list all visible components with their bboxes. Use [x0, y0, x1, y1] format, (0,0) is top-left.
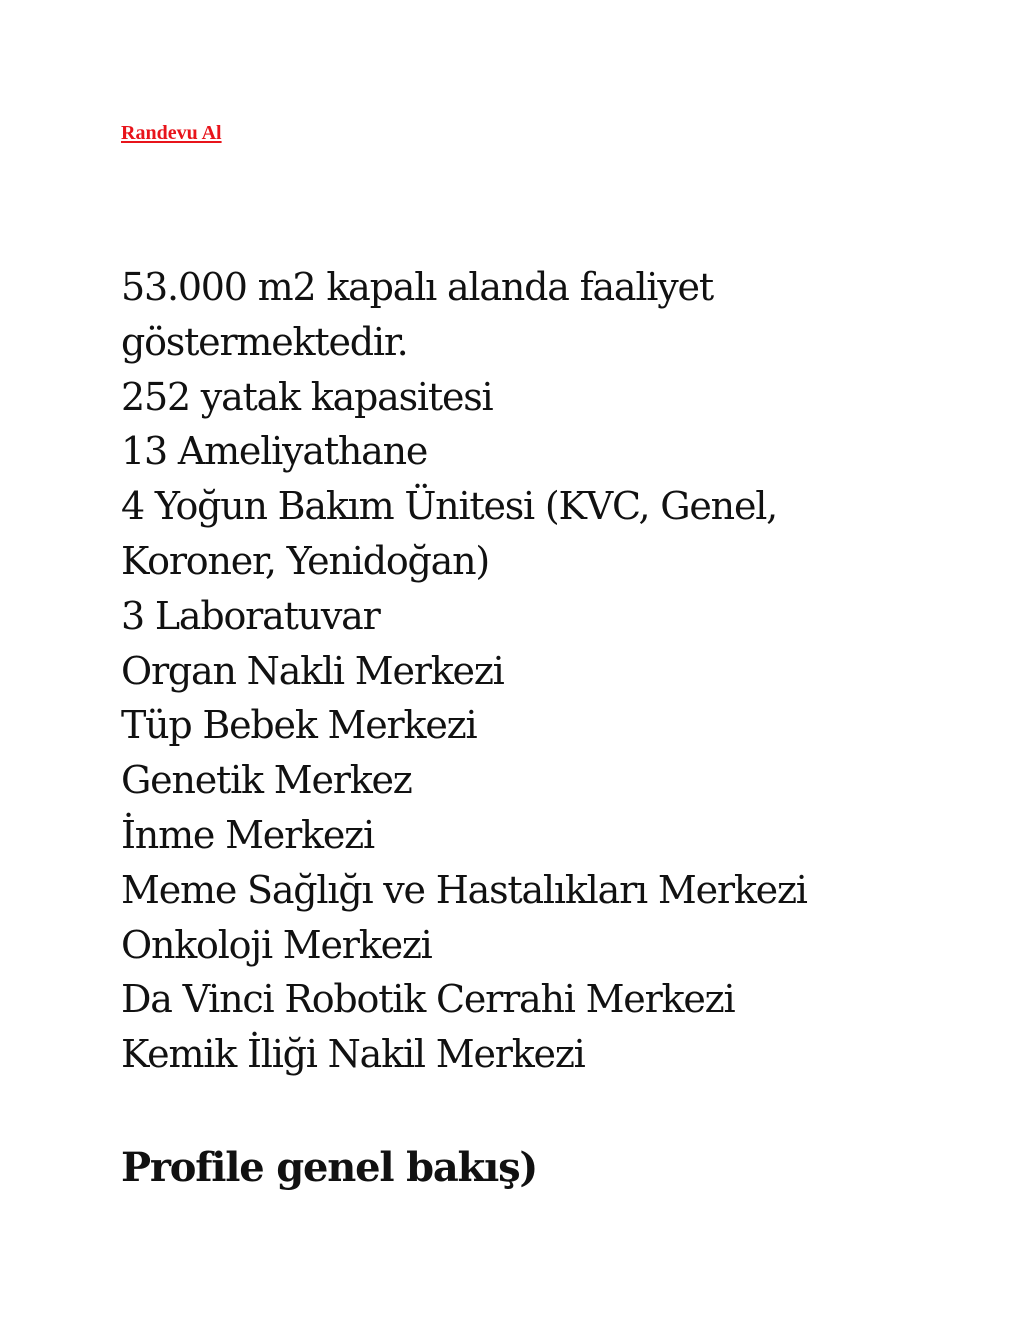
fact-line: 53.000 m2 kapalı alanda faaliyet — [121, 265, 713, 309]
fact-line: göstermektedir. — [121, 319, 408, 364]
appointment-link[interactable]: Randevu Al — [121, 122, 222, 144]
fact-line: Organ Nakli Merkezi — [121, 648, 504, 693]
fact-line: 13 Ameliyathane — [121, 429, 428, 474]
fact-line: 252 yatak kapasitesi — [121, 374, 493, 419]
fact-line: Onkoloji Merkezi — [121, 922, 432, 967]
facility-facts — [121, 260, 881, 1082]
fact-line: Tüp Bebek Merkezi — [121, 703, 477, 748]
fact-line: Kemik İliği Nakil Merkezi — [121, 1032, 585, 1077]
fact-line: 3 Laboratuvar — [121, 593, 380, 638]
profile-overview-heading: Profile genel bakış) — [121, 1144, 538, 1191]
fact-line: Da Vinci Robotik Cerrahi Merkezi — [121, 977, 735, 1022]
fact-line: Genetik Merkez — [121, 758, 412, 803]
facts-list — [121, 260, 881, 1082]
fact-line: Meme Sağlığı ve Hastalıkları Merkezi — [121, 867, 807, 912]
fact-line: 4 Yoğun Bakım Ünitesi (KVC, Genel, — [121, 484, 778, 529]
fact-line: İnme Merkezi — [121, 812, 374, 857]
fact-line: Koroner, Yenidoğan) — [121, 538, 489, 583]
